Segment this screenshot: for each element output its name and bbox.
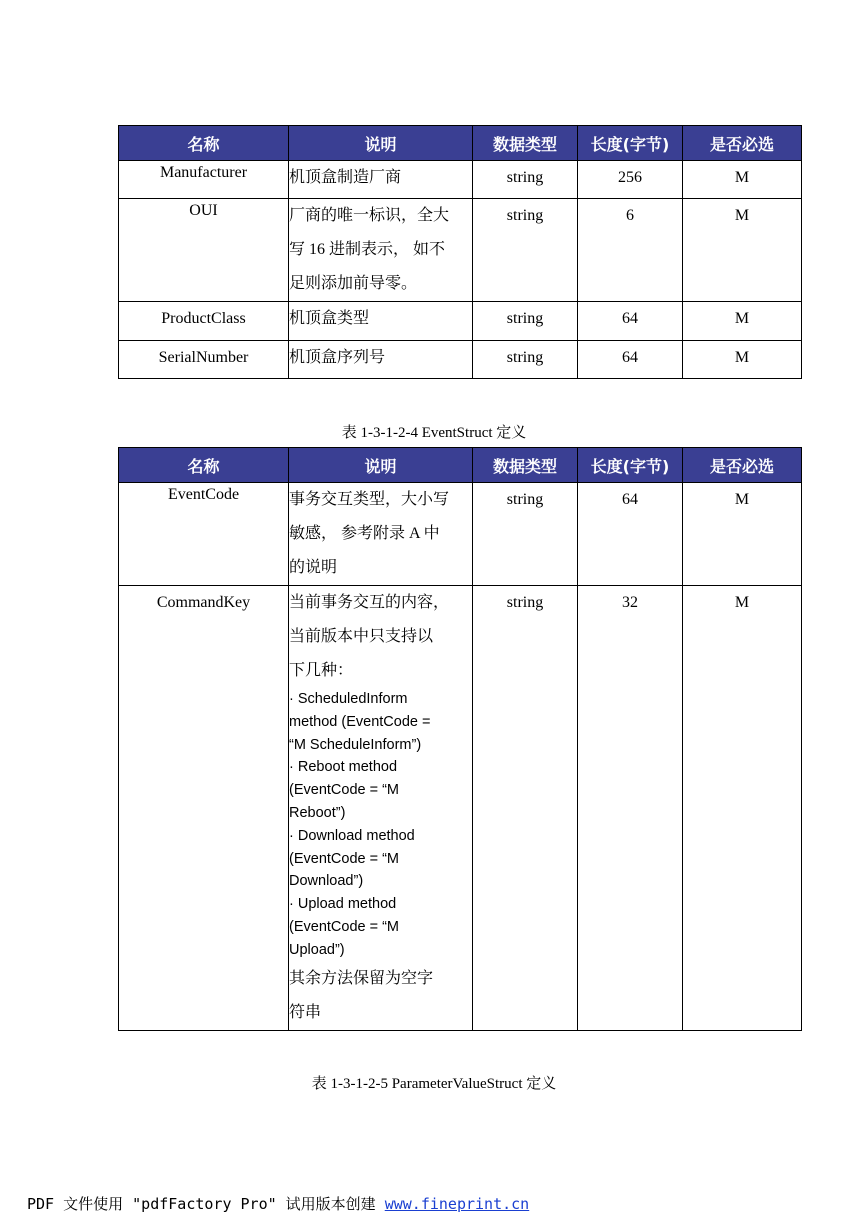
header-type: 数据类型	[473, 448, 578, 483]
table-header-row	[119, 126, 802, 161]
cell-length: 32	[578, 586, 683, 1031]
cell-type: string	[473, 586, 578, 1031]
header-required: 是否必选	[683, 126, 802, 161]
cell-required: M	[683, 341, 802, 379]
device-id-table	[118, 125, 802, 379]
footer-link[interactable]: www.fineprint.cn	[384, 1195, 530, 1213]
header-desc: 说明	[289, 126, 473, 161]
header-desc: 说明	[289, 448, 473, 483]
table-caption: 表 1-3-1-2-4 EventStruct 定义	[341, 425, 527, 441]
table-row	[119, 341, 802, 379]
footer-text: PDF 文件使用 "pdfFactory Pro" 试用版本创建	[27, 1195, 385, 1213]
cell-name: EventCode	[119, 483, 289, 586]
cell-desc: 事务交互类型，大小写 敏感， 参考附录 A 中 的说明	[289, 483, 473, 586]
cell-length: 6	[578, 199, 683, 302]
table-row	[119, 199, 802, 302]
cell-length: 64	[578, 483, 683, 586]
cell-desc: 机顶盒序列号	[289, 341, 473, 379]
cell-type: string	[473, 341, 578, 379]
table-row	[119, 586, 802, 1031]
cell-length: 64	[578, 341, 683, 379]
cell-required: M	[683, 161, 802, 199]
cell-name: OUI	[119, 199, 289, 302]
table-caption: 表 1-3-1-2-5 ParameterValueStruct 定义	[311, 1076, 557, 1092]
cell-type: string	[473, 161, 578, 199]
header-length: 长度(字节)	[578, 126, 683, 161]
cell-desc: 厂商的唯一标识，全大 写 16 进制表示， 如不 足则添加前导零。	[289, 199, 473, 302]
cell-required: M	[683, 199, 802, 302]
cell-desc: 机顶盒制造厂商	[289, 161, 473, 199]
cell-required: M	[683, 302, 802, 341]
cell-length: 256	[578, 161, 683, 199]
header-name: 名称	[119, 448, 289, 483]
cell-desc: 机顶盒类型	[289, 302, 473, 341]
cell-type: string	[473, 199, 578, 302]
header-length: 长度(字节)	[578, 448, 683, 483]
cell-name: SerialNumber	[119, 341, 289, 379]
table-row	[119, 483, 802, 586]
cell-desc: 当前事务交互的内容， 当前版本中只支持以 下几种： · ScheduledInform method (EventCode = “M ScheduleInform”) · Reboot method (EventCode = “M Reboot”) · Download method (EventCode = “M Download”) · Upload method (EventCode = “M Upload”) 其余方法保留为空字 符串	[289, 586, 473, 1031]
table-row	[119, 302, 802, 341]
cell-required: M	[683, 586, 802, 1031]
cell-required: M	[683, 483, 802, 586]
table-header-row	[119, 448, 802, 483]
header-type: 数据类型	[473, 126, 578, 161]
table-row	[119, 161, 802, 199]
cell-name: ProductClass	[119, 302, 289, 341]
cell-length: 64	[578, 302, 683, 341]
event-struct-table	[118, 447, 802, 1031]
cell-name: CommandKey	[119, 586, 289, 1031]
cell-name: Manufacturer	[119, 161, 289, 199]
cell-type: string	[473, 302, 578, 341]
cell-type: string	[473, 483, 578, 586]
header-name: 名称	[119, 126, 289, 161]
pdf-footer	[27, 1193, 529, 1214]
header-required: 是否必选	[683, 448, 802, 483]
